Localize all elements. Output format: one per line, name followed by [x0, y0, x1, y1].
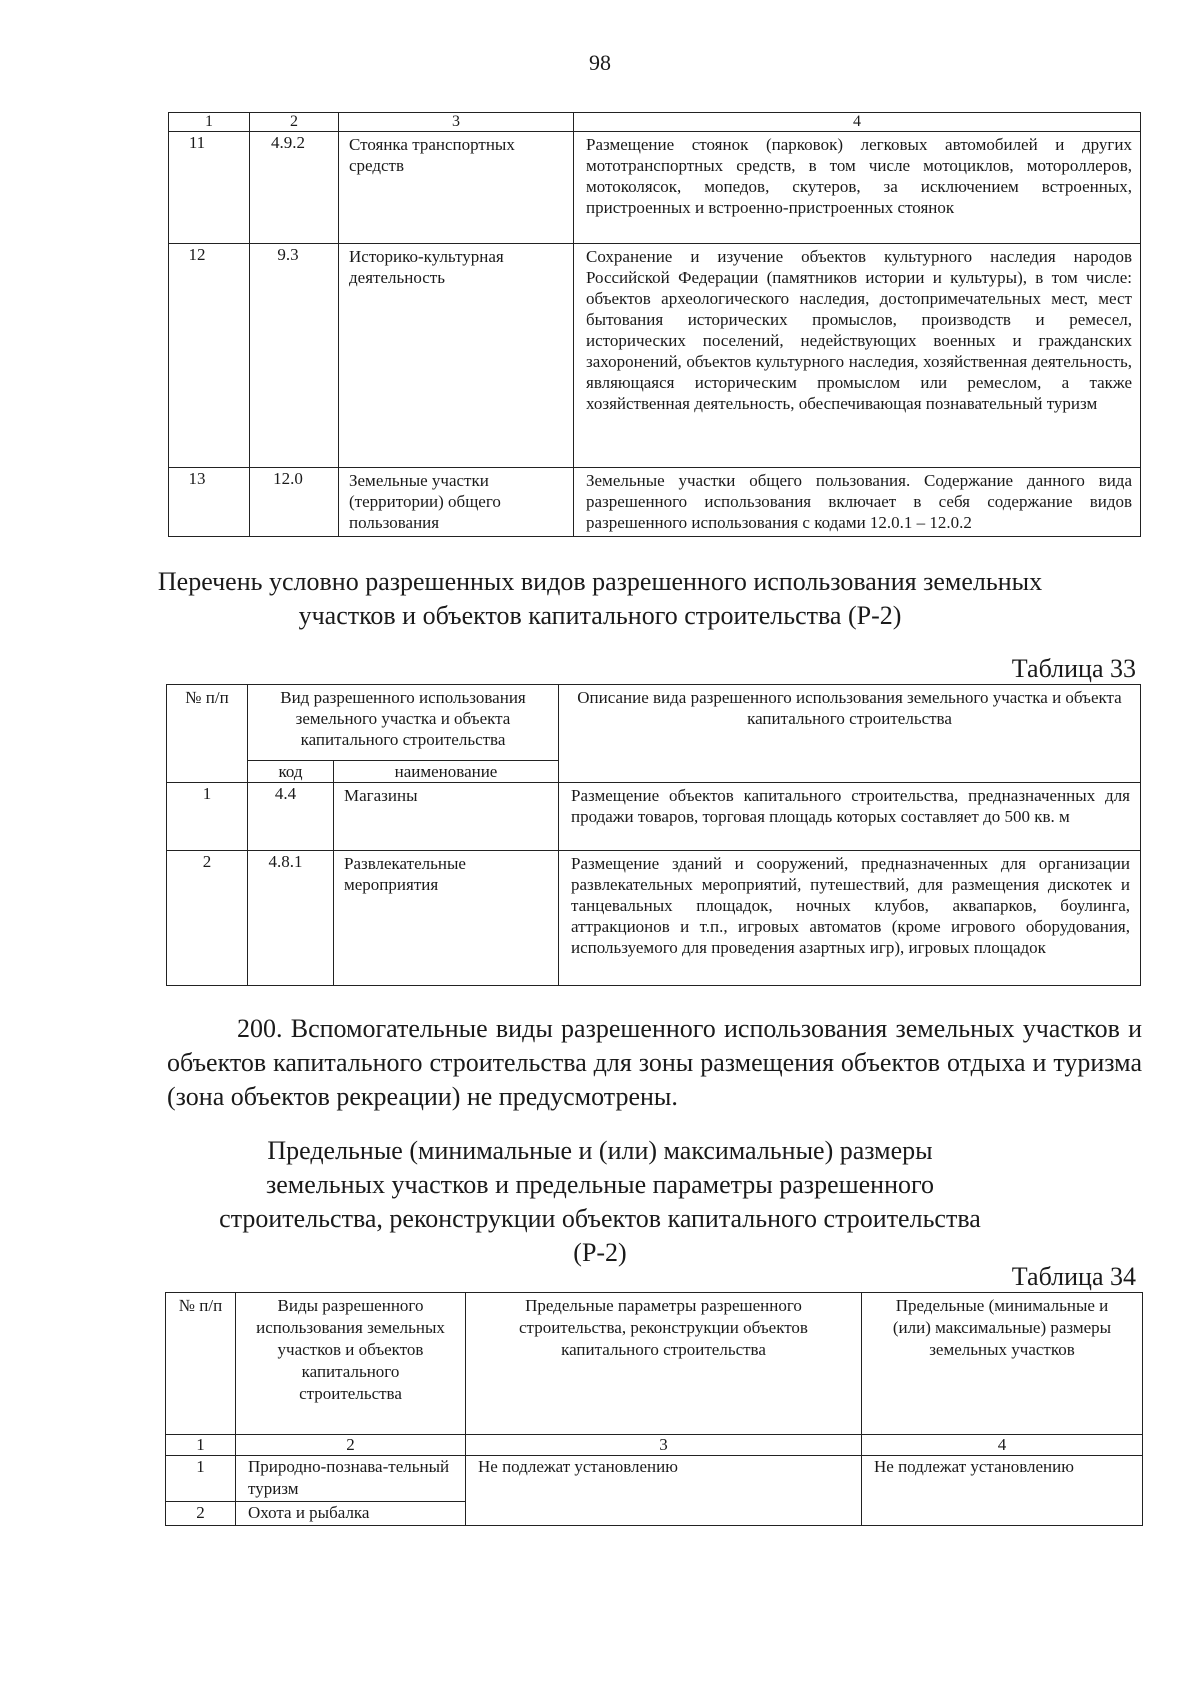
table-33 [166, 684, 1141, 986]
col-header-1: 1 [169, 113, 250, 132]
col-header-number: № п/п [167, 685, 248, 783]
col-header-use-kinds: Виды разрешенного использования земельных участков и объектов капитального строительства [236, 1293, 466, 1435]
row-code: 9.3 [250, 244, 339, 468]
col-header-2: 2 [250, 113, 339, 132]
table-header-row [166, 1293, 1143, 1435]
row-name: Стоянка транспортных средств [339, 132, 574, 244]
table-row [167, 783, 1141, 851]
table-34-label: Таблица 34 [1011, 1262, 1136, 1291]
page-number: 98 [589, 50, 611, 75]
table-header-row [169, 113, 1141, 132]
col-header-4: 4 [574, 113, 1141, 132]
row-number: 2 [166, 1502, 236, 1526]
paragraph-200 [167, 1012, 1142, 1114]
row-number: 1 [167, 783, 248, 851]
table-column-number-row [166, 1435, 1143, 1456]
row-number: 1 [166, 1456, 236, 1502]
col-number-4: 4 [862, 1435, 1143, 1456]
section-heading-limits: Предельные (минимальные и (или) максимальные) размеры земельных участков и предельные параметры разрешенного строительства, реконструкции объектов капитального строительства (Р-2) [219, 1136, 981, 1267]
row-name: Земельные участки (территории) общего пользования [339, 468, 574, 537]
col-number-2: 2 [236, 1435, 466, 1456]
row-code: 4.9.2 [250, 132, 339, 244]
col-header-name: наименование [334, 761, 559, 783]
col-header-use-kind: Вид разрешенного использования земельного участка и объекта капитального строительства [248, 685, 559, 761]
row-description: Сохранение и изучение объектов культурного наследия народов Российской Федерации (памятников истории и культуры), в том числе: объектов археологического наследия, достопримечательных мест, мест бытования исторических промыслов, производств и ремесел, исторических поселений, недействующих военных и гражданских захоронений, объектов культурного наследия, хозяйственная деятельность, являющаяся историческим промыслом или ремеслом, а также хозяйственная деятельность, обеспечивающая познавательный туризм [574, 244, 1141, 468]
row-name: Природно-познава-тельный туризм [236, 1456, 466, 1502]
table-continuation [168, 112, 1141, 537]
col-header-3: 3 [339, 113, 574, 132]
row-name: Магазины [334, 783, 559, 851]
table-row [169, 132, 1141, 244]
col-header-build-params: Предельные параметры разрешенного строительства, реконструкции объектов капитального строительства [466, 1293, 862, 1435]
table-34 [165, 1292, 1143, 1526]
plot-sizes-value: Не подлежат установлению [862, 1456, 1143, 1526]
row-number: 2 [167, 851, 248, 986]
row-description: Размещение стоянок (парковок) легковых автомобилей и других мототранспортных средств, в том числе мотоциклов, мотороллеров, мотоколясок, мопедов, скутеров, за исключением встроенных, пристроенных и встроенно-пристроенных стоянок [574, 132, 1141, 244]
col-header-description: Описание вида разрешенного использования земельного участка и объекта капитального строительства [559, 685, 1141, 783]
table-row [167, 851, 1141, 986]
row-code: 4.8.1 [248, 851, 334, 986]
row-name: Историко-культурная деятельность [339, 244, 574, 468]
table-33-label: Таблица 33 [1011, 654, 1136, 683]
section-heading-conditional-uses: Перечень условно разрешенных видов разрешенного использования земельных участков и объектов капитального строительства (Р-2) [157, 567, 1043, 630]
row-description: Размещение зданий и сооружений, предназначенных для организации развлекательных мероприятий, путешествий, для размещения дискотек и танцевальных площадок, ночных клубов, аквапарков, боулинга, аттракционов и т.п., игровых автоматов (кроме игрового оборудования, используемого для проведения азартных игр), игровых площадок [559, 851, 1141, 986]
row-number: 11 [169, 132, 250, 244]
row-description: Земельные участки общего пользования. Содержание данного вида разрешенного использования включает в себя содержание видов разрешенного использования с кодами 12.0.1 – 12.0.2 [574, 468, 1141, 537]
row-description: Размещение объектов капитального строительства, предназначенных для продажи товаров, торговая площадь которых составляет до 500 кв. м [559, 783, 1141, 851]
build-params-value: Не подлежат установлению [466, 1456, 862, 1526]
row-name: Развлекательные мероприятия [334, 851, 559, 986]
col-number-1: 1 [166, 1435, 236, 1456]
table-row [169, 244, 1141, 468]
row-code: 12.0 [250, 468, 339, 537]
col-number-3: 3 [466, 1435, 862, 1456]
col-header-plot-sizes: Предельные (минимальные и (или) максимальные) размеры земельных участков [862, 1293, 1143, 1435]
row-number: 13 [169, 468, 250, 537]
paragraph-200-text: 200. Вспомогательные виды разрешенного использования земельных участков и объектов капитального строительства для зоны размещения объектов отдыха и туризма (зона объектов рекреации) не предусмотрены. [167, 1014, 1142, 1111]
table-row [169, 468, 1141, 537]
row-name: Охота и рыбалка [236, 1502, 466, 1526]
table-header-row [167, 685, 1141, 761]
row-code: 4.4 [248, 783, 334, 851]
row-number: 12 [169, 244, 250, 468]
col-header-number: № п/п [166, 1293, 236, 1435]
table-row [166, 1456, 1143, 1502]
col-header-code: код [248, 761, 334, 783]
